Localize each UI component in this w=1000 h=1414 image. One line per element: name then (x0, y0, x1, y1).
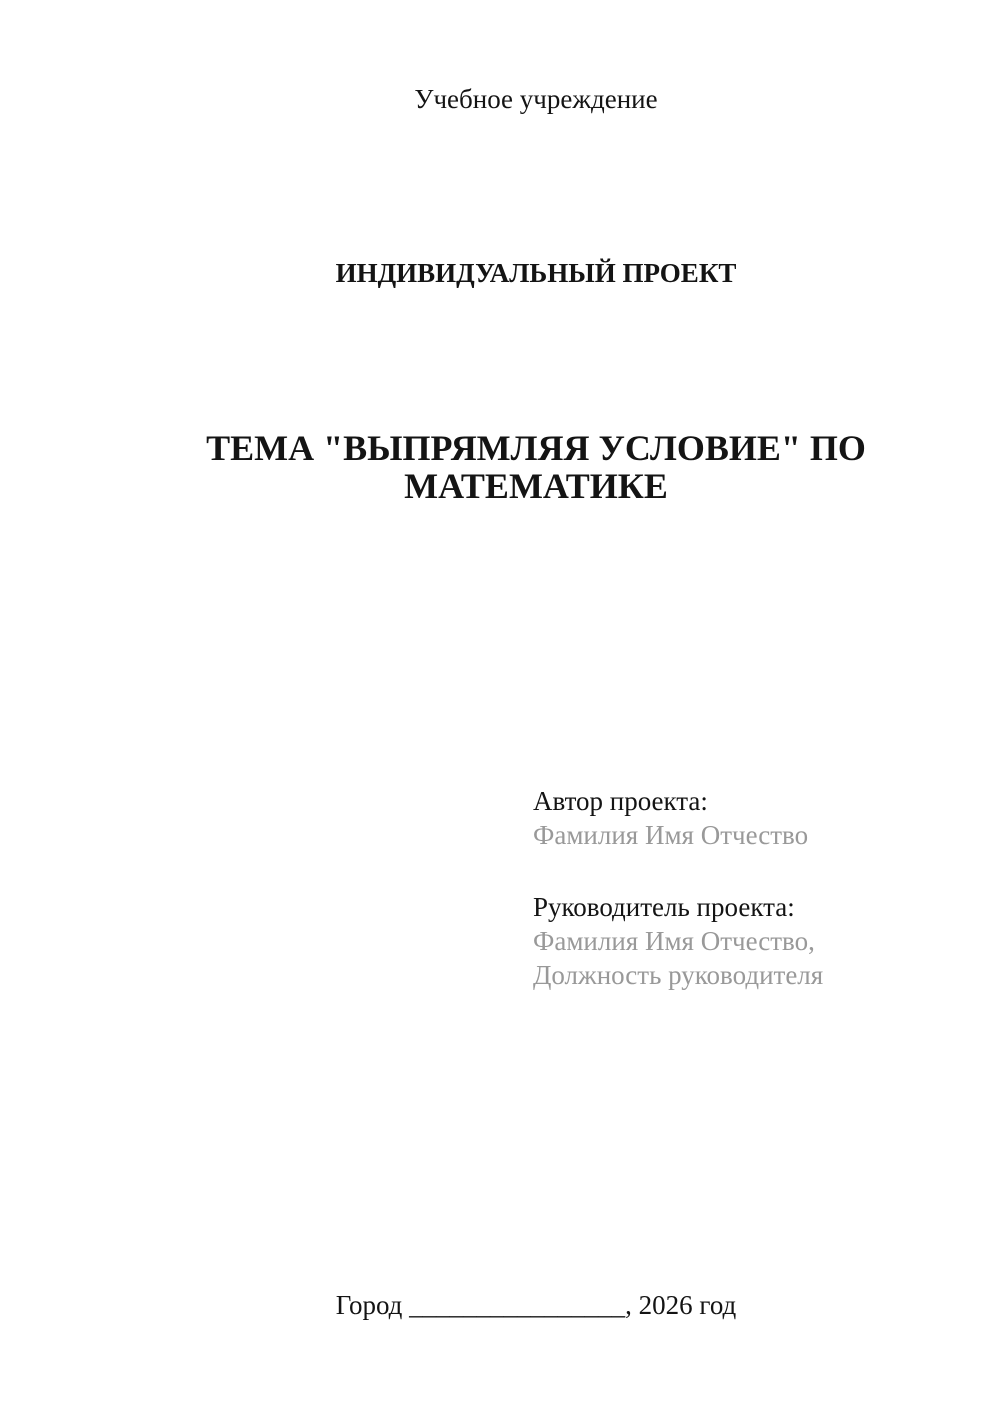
project-title: ТЕМА "ВЫПРЯМЛЯЯ УСЛОВИЕ" ПО МАТЕМАТИКЕ (206, 428, 866, 506)
city-year-line: Город ________________, 2026 год (335, 1290, 737, 1320)
author-name-placeholder: Фамилия Имя Отчество (533, 820, 809, 850)
supervisor-name-placeholder: Фамилия Имя Отчество, (533, 926, 815, 956)
supervisor-section (533, 890, 823, 992)
author-section (533, 784, 808, 852)
supervisor-label: Руководитель проекта: (533, 892, 795, 922)
institution-name: Учебное учреждение (414, 84, 658, 114)
supervisor-position-placeholder: Должность руководителя (533, 960, 824, 990)
author-label: Автор проекта: (533, 786, 708, 816)
document-type-heading: ИНДИВИДУАЛЬНЫЙ ПРОЕКТ (335, 258, 737, 288)
